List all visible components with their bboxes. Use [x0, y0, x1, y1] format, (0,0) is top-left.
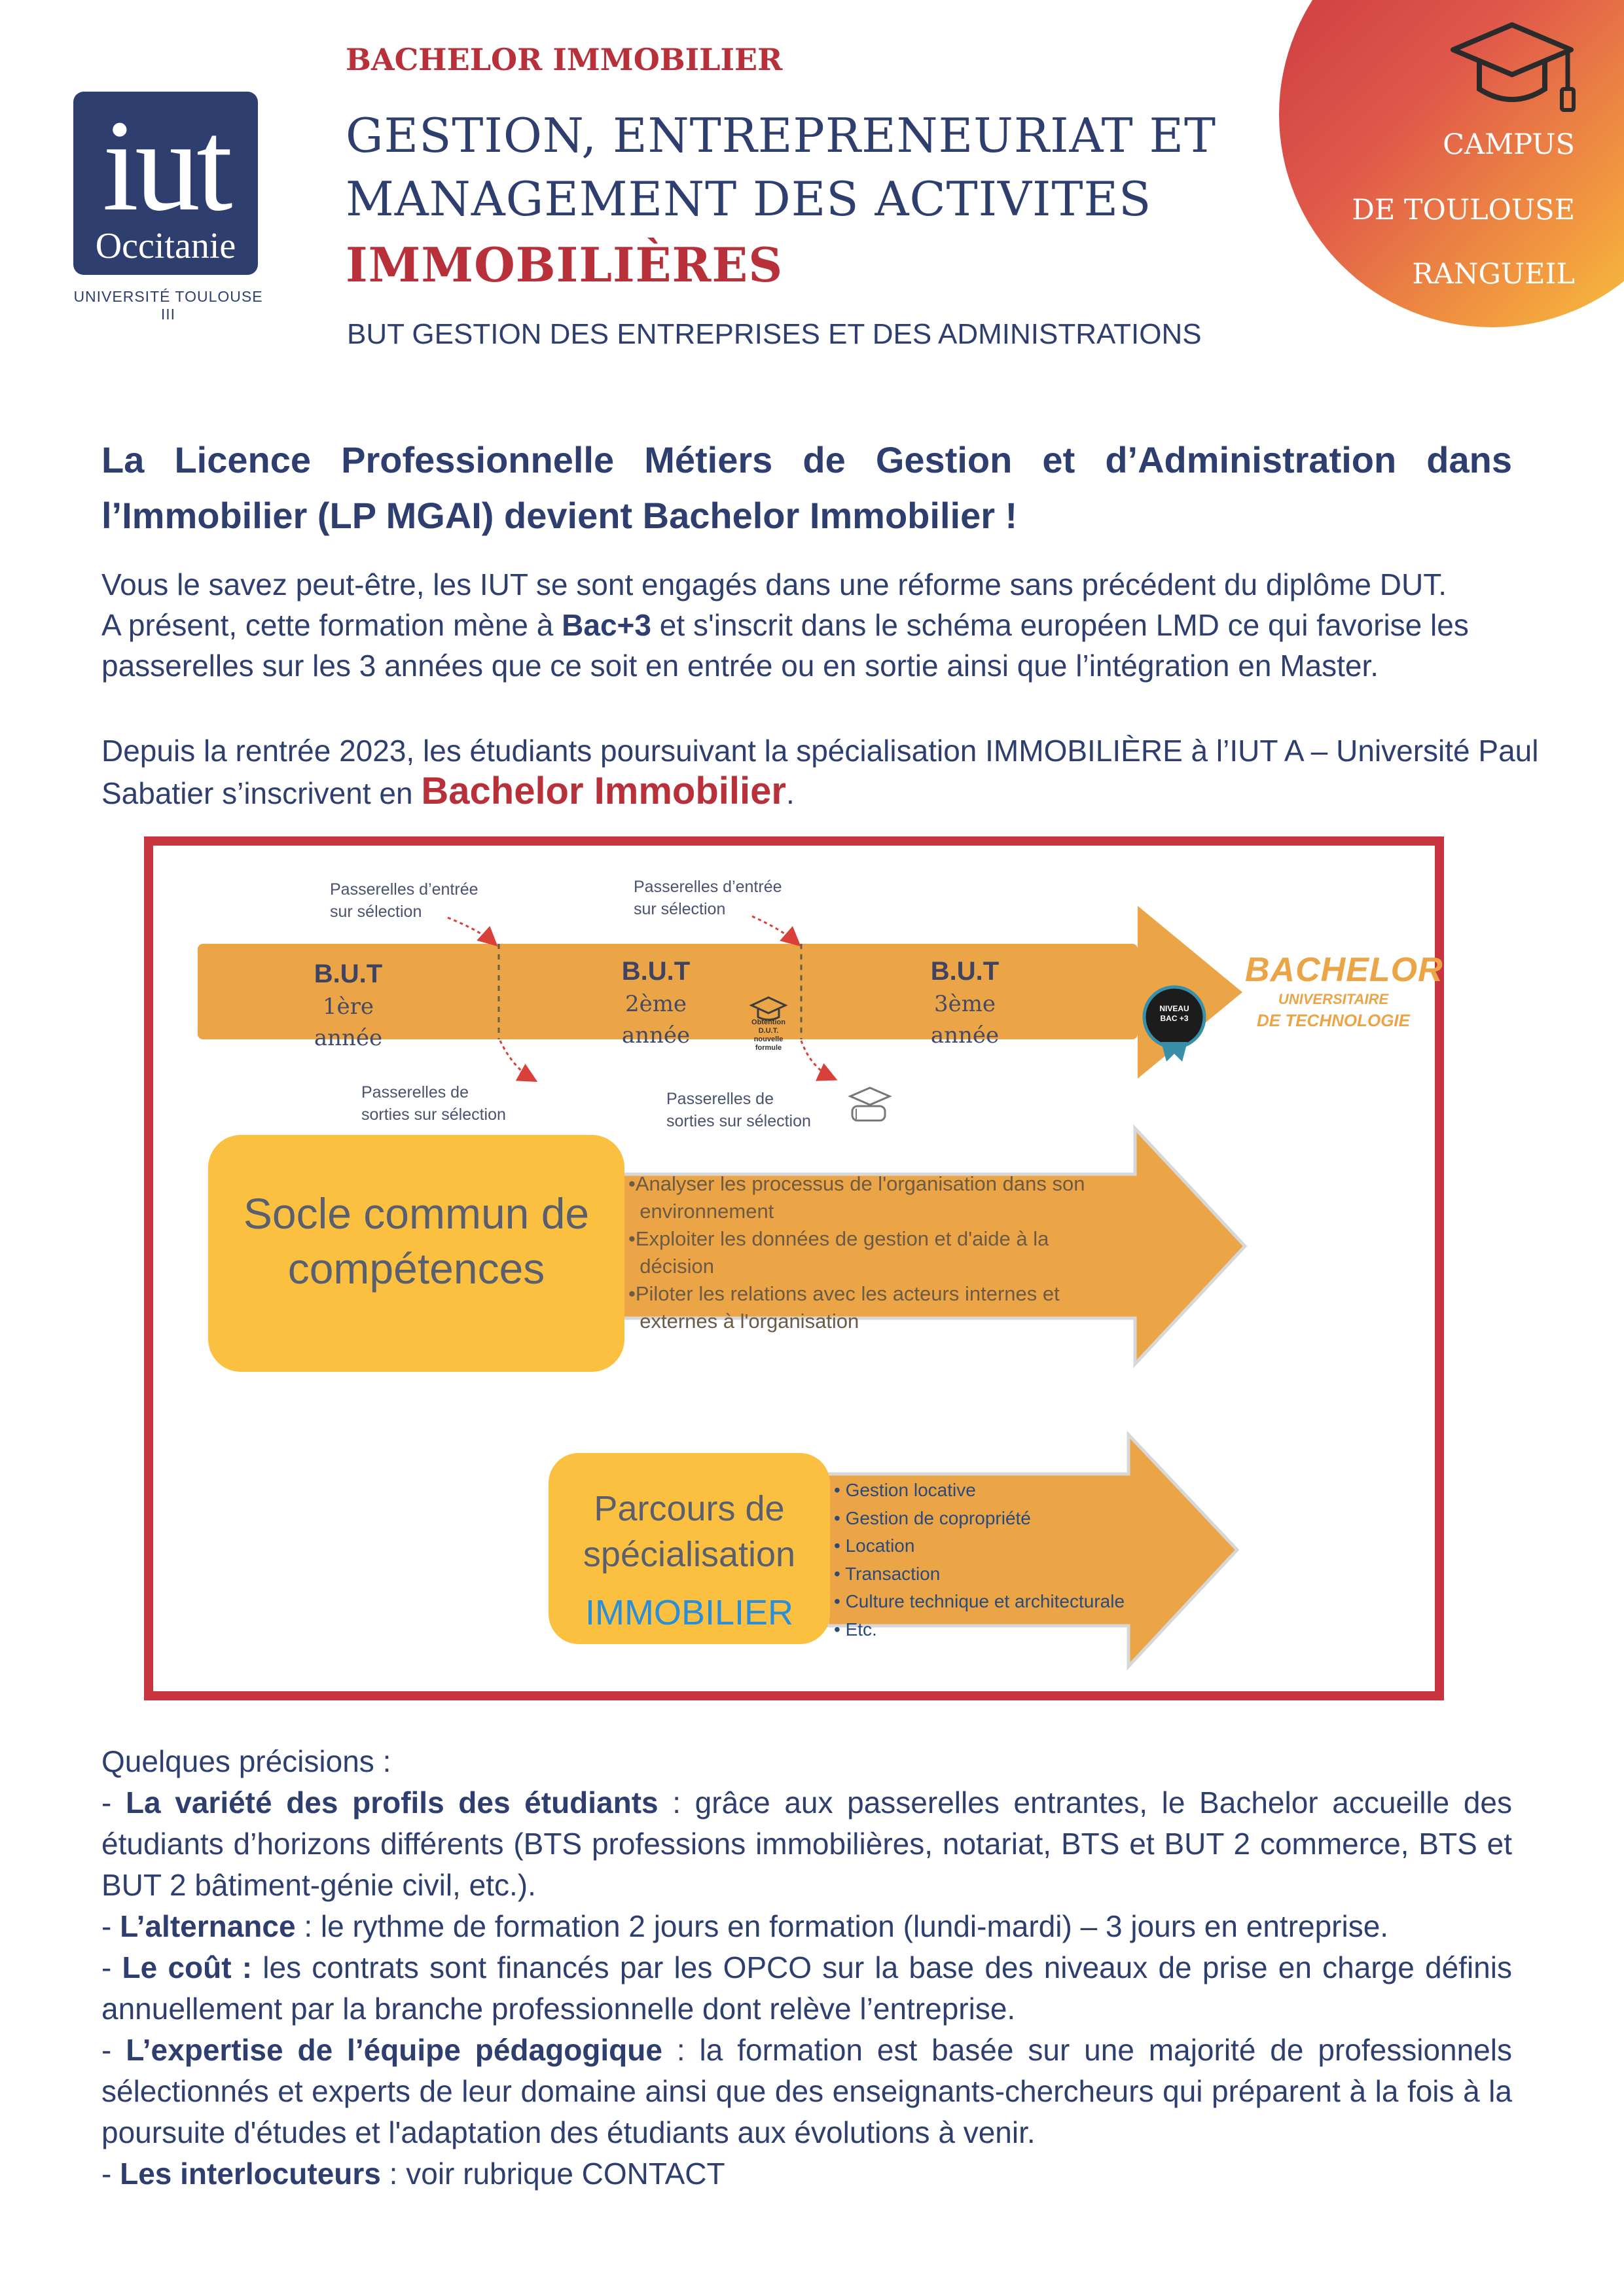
precision-item: [101, 1906, 1512, 1947]
precision-text: : voir rubrique CONTACT: [380, 2157, 725, 2191]
bachelor-logo-line2: UNIVERSITAIRE: [1278, 991, 1389, 1007]
but-year-1-line2: année: [314, 1025, 383, 1051]
p1-sentence-1: Vous le savez peut-être, les IUT se sont engagés dans une réforme sans précédent du diplôme DUT.: [101, 567, 1447, 601]
precision-label: Le coût :: [122, 1950, 253, 1984]
precisions-intro: Quelques précisions :: [101, 1744, 391, 1778]
page-subtitle: BUT GESTION DES ENTREPRISES ET DES ADMINISTRATIONS: [347, 318, 1202, 350]
precision-text: les contrats sont financés par les OPCO sur la base des niveaux de prise en charge définis annuellement par la branche professionnelle dont relève l’entreprise.: [101, 1950, 1512, 2026]
annot-entry-2: Passerelles d’entrée sur sélection: [634, 878, 782, 918]
p1-bac3: Bac+3: [562, 608, 652, 642]
campus-line2: DE TOULOUSE: [1352, 194, 1575, 226]
precision-text: : le rythme de formation 2 jours en formation (lundi-mardi) – 3 jours en entreprise.: [295, 1909, 1389, 1943]
precision-label: L’alternance: [120, 1909, 296, 1943]
socle-bullet-2: •Exploiter les données de gestion et d'aide à la décision: [628, 1227, 1049, 1278]
annot-exit-1: Passerelles de sorties sur sélection: [361, 1083, 506, 1124]
logo-iut-text: iut: [102, 94, 229, 238]
logo-occitanie-text: Occitanie: [95, 226, 236, 266]
niveau-badge-text: NIVEAU BAC +3: [1159, 1004, 1189, 1023]
but-year-2-line2: année: [621, 1022, 691, 1049]
precision-dash: -: [101, 1909, 120, 1943]
but-year-2: [558, 956, 754, 1051]
socle-bullet-3: •Piloter les relations avec les acteurs internes et externes à l'organisation: [628, 1282, 1060, 1333]
parcours-bullet-4: • Transaction: [834, 1563, 941, 1584]
program-diagram: [144, 836, 1444, 1700]
precision-dash: -: [101, 2033, 126, 2067]
precision-item: [101, 2030, 1512, 2153]
but-year-3-line2: année: [930, 1022, 1000, 1049]
precision-item: [101, 1782, 1512, 1906]
exit-arrow-1: [500, 1041, 534, 1080]
precision-dash: -: [101, 1950, 122, 1984]
parcours-title: Parcours de spécialisation: [583, 1489, 796, 1574]
intro-paragraph-1: [101, 564, 1542, 686]
iut-occitanie-logo: [73, 92, 258, 275]
p1-sentence-2-start: A présent, cette formation mène à: [101, 608, 562, 642]
precision-label: Les interlocuteurs: [120, 2157, 381, 2191]
annot-exit-2: Passerelles de sorties sur sélection: [666, 1090, 811, 1130]
parcours-bullet-2: • Gestion de copropriété: [834, 1507, 1031, 1528]
precision-text: : la formation est basée sur une majorité de professionnels sélectionnés et experts de leur domaine ainsi que des enseignants-chercheurs qui préparent à la fois à la poursuite d'études et l'adaptation des étudiants aux évolutions à venir.: [101, 2033, 1512, 2149]
precision-item: [101, 1947, 1512, 2030]
but-year-1: [250, 958, 446, 1054]
but-year-2-line1: 2ème: [624, 991, 687, 1017]
precision-label: La variété des profils des étudiants: [125, 1785, 659, 1820]
but-year-3: [867, 956, 1063, 1051]
but-year-3-title: B.U.T: [930, 957, 1000, 986]
niveau-badge-ribbon: [1161, 1042, 1187, 1062]
precision-item: [101, 2153, 1512, 2195]
parcours-bullet-5: • Culture technique et architecturale: [834, 1591, 1125, 1611]
parcours-bullets: [834, 1477, 1148, 1643]
bachelor-logo-line3: DE TECHNOLOGIE: [1256, 1011, 1410, 1030]
precision-label: L’expertise de l’équipe pédagogique: [126, 2033, 662, 2067]
precision-dash: -: [101, 1785, 126, 1820]
graduation-cap-icon: [1440, 12, 1584, 123]
exit-arrow-2: [801, 1041, 834, 1079]
logo-university-subtitle: UNIVERSITÉ TOULOUSE III: [73, 288, 263, 323]
parcours-highlight: IMMOBILIER: [585, 1593, 794, 1632]
precisions-section: [101, 1741, 1512, 2195]
precision-text: : grâce aux passerelles entrantes, le Bachelor accueille des étudiants d’horizons différents (BTS professions immobilières, notariat, BTS et BUT 2 commerce, BTS et BUT 2 bâtiment-génie civil, etc.).: [101, 1785, 1513, 1902]
socle-bullets: [628, 1170, 1152, 1335]
p2-end: .: [785, 776, 795, 810]
p2-text: Depuis la rentrée 2023, les étudiants poursuivant la spécialisation IMMOBILIÈRE à l’IUT A – Université Paul Sabatier s’inscrivent en: [101, 734, 1539, 810]
precision-dash: -: [101, 2157, 120, 2191]
program-kicker: BACHELOR IMMOBILIER: [346, 42, 783, 77]
page-title-line3: IMMOBILIÈRES: [346, 237, 784, 293]
parcours-bullet-1: • Gestion locative: [834, 1480, 976, 1500]
bachelor-logo-line1: BACHELOR: [1245, 951, 1443, 989]
but-year-1-line1: 1ère: [322, 994, 374, 1020]
but-year-1-title: B.U.T: [314, 960, 383, 988]
entry-arrow-2: [752, 916, 798, 944]
parcours-bullet-3: • Location: [834, 1535, 915, 1556]
page-title-line1: GESTION, ENTREPRENEURIAT ET: [346, 108, 1217, 163]
diploma-icon: [850, 1088, 890, 1121]
p1-sentence-2-end: et s'inscrit dans le schéma européen LMD ce qui favorise les passerelles sur les 3 années que ce soit en entrée ou en sortie ainsi que l’intégration en Master.: [101, 608, 1469, 683]
obtention-dut-note: Obtention D.U.T. nouvelle formule: [751, 1018, 785, 1052]
but-year-2-title: B.U.T: [621, 957, 691, 986]
page-title-line2: MANAGEMENT DES ACTIVITES: [346, 171, 1152, 226]
campus-line1: CAMPUS: [1443, 128, 1575, 161]
intro-heading: La Licence Professionnelle Métiers de Gestion et d’Administration dans l’Immobilier (LP MGAI) devient Bachelor Immobilier !: [101, 439, 1512, 536]
intro-paragraph-2: [101, 730, 1542, 814]
bachelor-universitaire-logo: [1245, 950, 1443, 1031]
campus-line3: RANGUEIL: [1412, 258, 1575, 291]
but-year-3-line1: 3ème: [933, 991, 996, 1017]
annot-entry-1: Passerelles d’entrée sur sélection: [330, 880, 478, 921]
p2-bachelor-highlight: Bachelor Immobilier: [421, 770, 786, 812]
parcours-bullet-6: • Etc.: [834, 1619, 877, 1640]
socle-title: Socle commun de compétences: [243, 1189, 590, 1293]
socle-bullet-1: •Analyser les processus de l'organisation dans son environnement: [628, 1172, 1085, 1223]
